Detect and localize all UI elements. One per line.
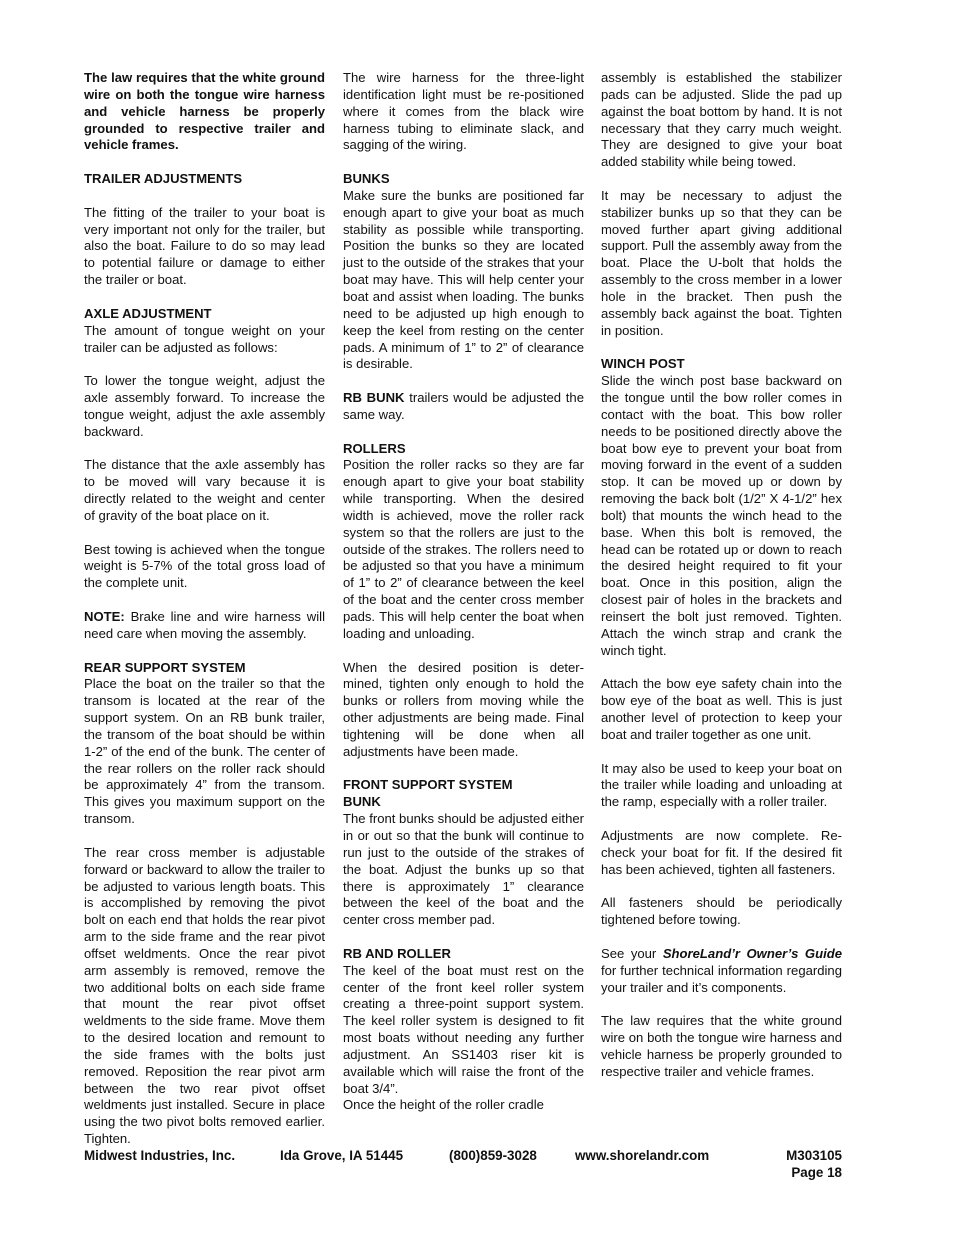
section-heading: AXLE ADJUSTMENT xyxy=(84,305,212,321)
paragraph: Once the height of the roller cradle xyxy=(343,1097,544,1113)
column-left xyxy=(84,70,325,1165)
section-heading: WINCH POST xyxy=(601,356,685,372)
paragraph: The law requires that the white ground wire on both the tongue wire harness and vehicle harness be properly grounded to respective trailer and vehicle frames. xyxy=(601,1013,842,1079)
footer-page-number: Page 18 xyxy=(791,1165,842,1180)
section-heading: TRAILER ADJUSTMENTS xyxy=(84,171,243,187)
section-heading: FRONT SUPPORT SYSTEM xyxy=(343,777,513,793)
trailer-adjustments-section xyxy=(84,171,325,188)
footer-phone: (800)859-3028 xyxy=(449,1148,537,1163)
paragraph: When the desired position is deter-mined, tighten only enough to hold the bunks or rollers from moving while the other adjustments are being made. Final tightening will be done when all adjustments have been made. xyxy=(343,659,584,759)
paragraph: Best towing is achieved when the tongue weight is 5-7% of the total gross load of the complete unit. xyxy=(84,541,325,591)
paragraph: The wire harness for the three-light identification light must be re-positioned where it comes from the black wire harness tubing to eliminate slack, and sagging of the wiring. xyxy=(343,70,584,153)
paragraph: The front bunks should be adjusted either in or out so that the bunk will continue to run just to the outside of the strakes of the boat. Adjust the bunks up so that there is approximately 1” clearance between the keel of the boat and the center cross member pad. xyxy=(343,811,584,928)
footer-address: Ida Grove, IA 51445 xyxy=(280,1148,404,1163)
paragraph: Place the boat on the trailer so that the transom is located at the rear of the support system. On an RB bunk trailer, the transom of the boat should be within 1-2” of the end of the bunk. The center of the rear rollers on the roller rack should be approximately 4” from the transom. This gives you maximum support on the transom. xyxy=(84,676,325,827)
note xyxy=(84,609,325,643)
paragraph: All fasteners should be periodically tightened before towing. xyxy=(601,895,842,928)
paragraph: Position the roller racks so they are far enough apart to give your boat stability while transporting. When the desired width is achieved, move the roller rack system so that the rollers are just to the outside of the strakes. The rollers need to be adjusted so that you have a minimum of 1” to 2” of clearance between the keel of the boat and the center cross member pads. This will help center the boat when loading and unloading. xyxy=(343,457,584,641)
note-label: NOTE: xyxy=(84,609,125,624)
paragraph: The rear cross member is adjustable forward or backward to allow the trailer to be adjusted to various length boats. This is accomplished by removing the pivot bolt on each end that holds the rear pivot arm to the side frame and the rear pivot offset weldments. Once the rear pivot arm assembly is removed, remove the two additional bolts on each side frame that mount the rear pivot offset weldments to the side frame. Move them to the desired location and remount to the side frames with the bolts just removed. Reposition the rear pivot arm between the two rear pivot offset weldments just installed. Secure in place using the two pivot bolts removed earlier. Tighten. xyxy=(84,844,325,1147)
paragraph: To lower the tongue weight, adjust the axle assembly forward. To increase the tongue weight, adjust the axle assembly backward. xyxy=(84,373,325,439)
ref-prefix: See your xyxy=(601,945,663,961)
rb-bunk-text: trailers would be adjusted the same way. xyxy=(343,390,584,422)
rollers-section xyxy=(343,441,584,643)
section-heading: BUNKS xyxy=(343,171,390,187)
section-heading: RB AND ROLLER xyxy=(343,945,451,961)
bunks-section xyxy=(343,171,584,373)
rb-bunk-label: RB BUNK xyxy=(343,390,405,406)
paragraph: Slide the winch post base backward on the tongue until the bow roller comes in contact with the boat. This bow roller needs to be positioned directly above the boat bow eye to prevent your boat from moving forward in the event of a sudden stop. It can be moved up or down by removing the back bolt (1/2” X 4-1/2” hex bolt) that mounts the winch head to the base. When this bolt is removed, the head can be rotated up or down to reach the desired height required to fit your boat. Once in this position, align the closest pair of holes in the brackets and reinsert the bolt just removed. Tighten. Attach the winch strap and crank the winch tight. xyxy=(601,373,842,658)
paragraph: Make sure the bunks are positioned far enough apart to give your boat as much stability as possible while transporting. Position the bunks so they are located just to the outside of the strakes that your boat may have. This will help center your boat and assist when loading. The bunks need to be adjusted up high enough to keep the keel from resting on the center pads. A minimum of 1” to 2” of clearance is desirable. xyxy=(343,187,584,372)
footer-company: Midwest Industries, Inc. xyxy=(84,1148,236,1163)
intro-warning: The law requires that the white ground wire on both the tongue wire harness and vehicle harness be properly grounded to respective trailer and vehicle frames. xyxy=(84,70,325,153)
axle-adjustment-section xyxy=(84,306,325,357)
paragraph: The distance that the axle assembly has to be moved will vary because it is directly related to the weight and center of gravity of the boat place on it. xyxy=(84,457,325,523)
paragraph: Adjustments are now complete. Re- check your boat for fit. If the desired fit has been achieved, tighten all fasteners. xyxy=(601,827,842,877)
paragraph: The amount of tongue weight on your trailer can be adjusted as follows: xyxy=(84,322,325,355)
paragraph: It may also be used to keep your boat on the trailer while loading and unloading at the ramp, especially with a roller trailer. xyxy=(601,760,842,810)
section-heading: REAR SUPPORT SYSTEM xyxy=(84,659,246,675)
column-middle xyxy=(343,70,584,1131)
subsection-heading: BUNK xyxy=(343,794,381,810)
rear-support-section xyxy=(84,660,325,828)
front-support-section xyxy=(343,777,584,929)
paragraph: The fitting of the trailer to your boat is very important not only for the trailer, but also the boat. Failure to do so may lead to potential failure or damage to either the trailer or boat. xyxy=(84,204,325,288)
note-text: Brake line and wire harness will need care when moving the assembly. xyxy=(84,609,325,641)
section-heading: ROLLERS xyxy=(343,440,406,456)
footer-website: www.shorelandr.com xyxy=(575,1148,710,1163)
rb-roller-section xyxy=(343,946,584,1098)
owners-guide-title: ShoreLand’r Owner’s Guide xyxy=(662,945,842,961)
owners-guide-reference xyxy=(601,946,842,997)
paragraph: assembly is established the stabilizer pads can be adjusted. Slide the pad up against the boat bottom by hand. It is not necessary that they carry much weight. They are designed to give your boat added stability while being towed. xyxy=(601,70,842,170)
paragraph: The keel of the boat must rest on the center of the front keel roller system creating a three-point support system. The keel roller system is designed to fit most boats without needing any further adjustment. An SS1403 riser kit is available which will raise the front of the boat 3/4”. xyxy=(343,962,584,1096)
winch-post-section xyxy=(601,356,842,659)
ref-suffix: for further technical information regarding your trailer and it’s components. xyxy=(601,962,842,995)
paragraph: Attach the bow eye safety chain into the bow eye of the boat as well. This is just another level of protection to keep your boat and trailer together as one unit. xyxy=(601,676,842,742)
column-right xyxy=(601,70,842,1097)
paragraph: It may be necessary to adjust the stabilizer bunks up so that they can be moved further apart giving additional support. Pull the assembly away from the boat. Place the U-bolt that holds the assembly to the cross member in a lower hole in the bracket. Then push the assembly back against the boat. Tighten in position. xyxy=(601,187,842,338)
footer-doc-number: M303105 xyxy=(786,1148,842,1163)
rb-bunk-note xyxy=(343,390,584,424)
